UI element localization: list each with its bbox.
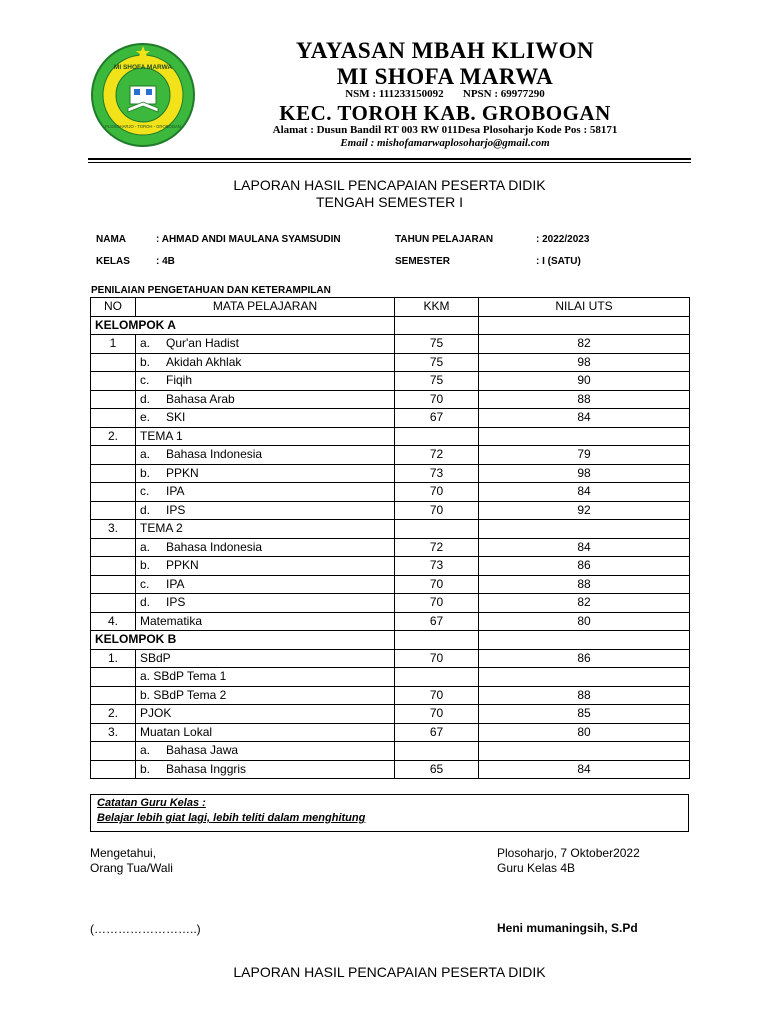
group-b-label: KELOMPOK B <box>91 631 395 650</box>
semester-value: : I (SATU) <box>536 256 581 267</box>
table-row: a. Bahasa Jawa <box>91 742 690 761</box>
next-page-title: LAPORAN HASIL PENCAPAIAN PESERTA DIDIK <box>233 964 546 980</box>
parent-role: Orang Tua/Wali <box>90 861 173 875</box>
table-row: 2. PJOK 70 85 <box>91 705 690 724</box>
table-row: a. Bahasa Indonesia 72 84 <box>91 538 690 557</box>
table-row: b. PPKN 73 86 <box>91 557 690 576</box>
table-row: d. IPS 70 92 <box>91 501 690 520</box>
header-score: NILAI UTS <box>479 298 690 317</box>
semester-label: SEMESTER <box>395 256 451 267</box>
logo-top-text: MI SHOFA MARWA <box>113 64 173 71</box>
header-rule-thin <box>88 162 691 163</box>
school-address: Alamat : Dusun Bandil RT 003 RW 011Desa Plosoharjo Kode Pos : 58171 <box>272 124 618 136</box>
header-no: NO <box>91 298 136 317</box>
parent-signature-line: (……………………..) <box>90 922 201 936</box>
table-row: b. SBdP Tema 2 70 88 <box>91 686 690 705</box>
table-row: c. IPA 70 84 <box>91 483 690 502</box>
table-row: c. IPA 70 88 <box>91 575 690 594</box>
section-title: PENILAIAN PENGETAHUAN DAN KETERAMPILAN <box>91 285 331 296</box>
table-row: 3. Muatan Lokal 67 80 <box>91 723 690 742</box>
table-row: 1 a. Qur'an Hadist 75 82 <box>91 335 690 354</box>
logo-bottom-text: PLOSOHARJO - TOROH - GROBOGAN <box>105 124 181 129</box>
table-row: b. PPKN 73 98 <box>91 464 690 483</box>
header-rule-thick <box>88 158 691 160</box>
table-row: a. Bahasa Indonesia 72 79 <box>91 446 690 465</box>
name-value: : AHMAD ANDI MAULANA SYAMSUDIN <box>156 234 341 245</box>
school-email: Email : mishofamarwaplosoharjo@gmail.com <box>340 137 550 149</box>
header-subject: MATA PELAJARAN <box>136 298 395 317</box>
parent-acknowledge: Mengetahui, <box>90 846 157 860</box>
name-label: NAMA <box>96 234 126 245</box>
table-row: 3. TEMA 2 <box>91 520 690 539</box>
year-label: TAHUN PELAJARAN <box>395 234 494 245</box>
header-kkm: KKM <box>395 298 479 317</box>
notes-text: Belajar lebih giat lagi, lebih teliti dalam menghitung <box>97 812 366 824</box>
notes-label: Catatan Guru Kelas : <box>97 797 206 809</box>
year-value: : 2022/2023 <box>536 234 590 245</box>
report-title: LAPORAN HASIL PENCAPAIAN PESERTA DIDIK <box>233 177 546 193</box>
school-ids: NSM : 111233150092 NPSN : 69977290 <box>345 88 545 100</box>
group-a-label: KELOMPOK A <box>91 316 395 335</box>
teacher-role: Guru Kelas 4B <box>497 861 576 875</box>
group-row <box>91 631 690 650</box>
place-date: Plosoharjo, 7 Oktober2022 <box>497 846 640 860</box>
table-row: b. Bahasa Inggris 65 84 <box>91 760 690 779</box>
grades-table <box>90 297 690 779</box>
table-row: d. Bahasa Arab 70 88 <box>91 390 690 409</box>
table-row: e. SKI 67 84 <box>91 409 690 428</box>
table-row: b. Akidah Akhlak 75 98 <box>91 353 690 372</box>
table-row: 1. SBdP 70 86 <box>91 649 690 668</box>
school-logo <box>90 42 196 148</box>
group-row <box>91 316 690 335</box>
teacher-notes-box <box>90 794 689 832</box>
school-name: MI SHOFA MARWA <box>336 64 554 89</box>
foundation-name: YAYASAN MBAH KLIWON <box>295 38 595 63</box>
teacher-name: Heni mumaningsih, S.Pd <box>497 921 638 935</box>
class-label: KELAS <box>96 256 130 267</box>
report-subtitle: TENGAH SEMESTER I <box>315 194 464 210</box>
table-row: d. IPS 70 82 <box>91 594 690 613</box>
class-value: : 4B <box>156 256 175 267</box>
table-header-row <box>91 298 690 317</box>
district-name: KEC. TOROH KAB. GROBOGAN <box>279 101 611 125</box>
table-row: c. Fiqih 75 90 <box>91 372 690 391</box>
table-row: 4. Matematika 67 80 <box>91 612 690 631</box>
table-row: a. SBdP Tema 1 <box>91 668 690 687</box>
table-row: 2. TEMA 1 <box>91 427 690 446</box>
